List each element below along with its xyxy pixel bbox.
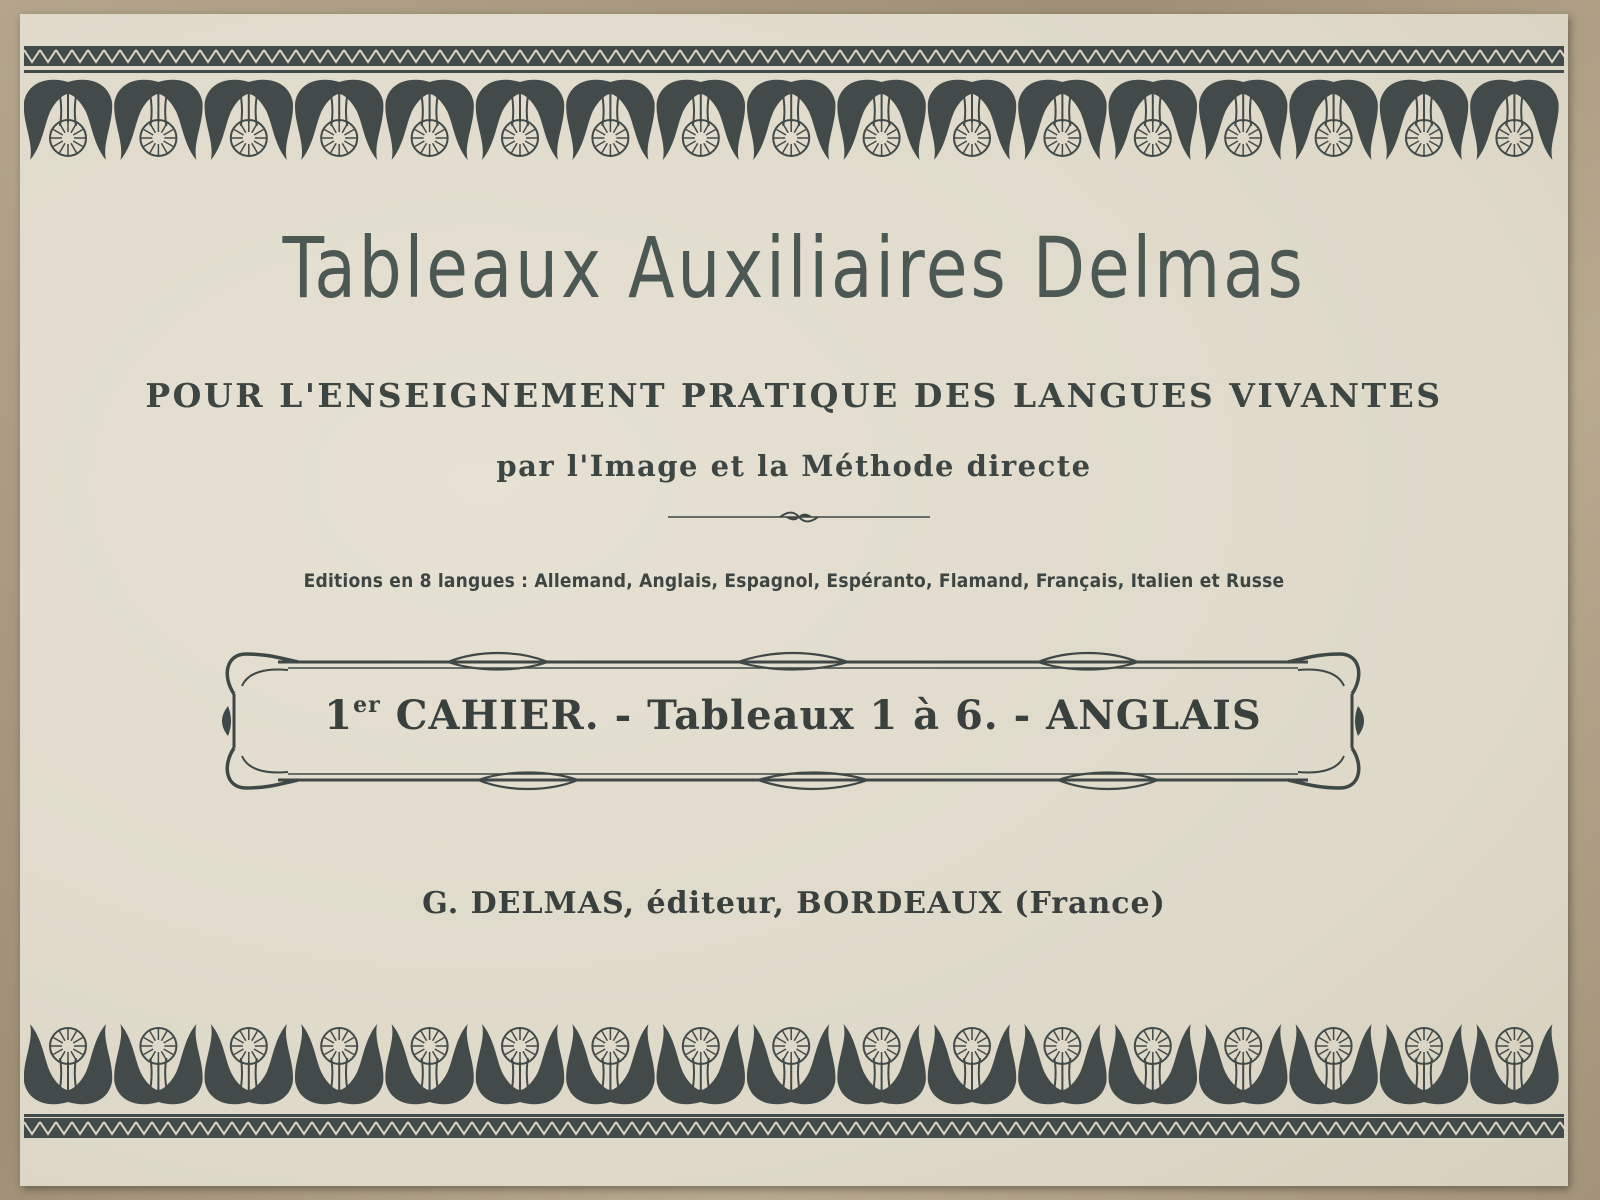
palmette-frieze-icon — [24, 42, 1564, 192]
method-subtitle: par l'Image et la Méthode directe — [496, 449, 1092, 483]
cahier-text: CAHIER. - Tableaux 1 à 6. - ANGLAIS — [380, 692, 1262, 739]
cover-sheet — [20, 14, 1568, 1186]
page-title: Tableaux Auxiliaires Delmas — [282, 219, 1306, 317]
cahier-label — [218, 692, 1368, 739]
cahier-ordinal-suffix: er — [353, 692, 381, 718]
cahier-number: 1 — [324, 692, 354, 739]
editions-line: Editions en 8 langues : Allemand, Anglais, Espagnol, Espéranto, Flamand, Français, Italien et Russe — [303, 570, 1285, 592]
divider-flourish-icon — [668, 510, 930, 524]
bottom-ornamental-band — [24, 992, 1564, 1142]
page-subtitle: POUR L'ENSEIGNEMENT PRATIQUE DES LANGUES VIVANTES — [145, 376, 1443, 415]
publisher-line: G. DELMAS, éditeur, BORDEAUX (France) — [422, 886, 1166, 921]
top-ornamental-band — [24, 42, 1564, 192]
palmette-frieze-inverted-icon — [24, 992, 1564, 1142]
